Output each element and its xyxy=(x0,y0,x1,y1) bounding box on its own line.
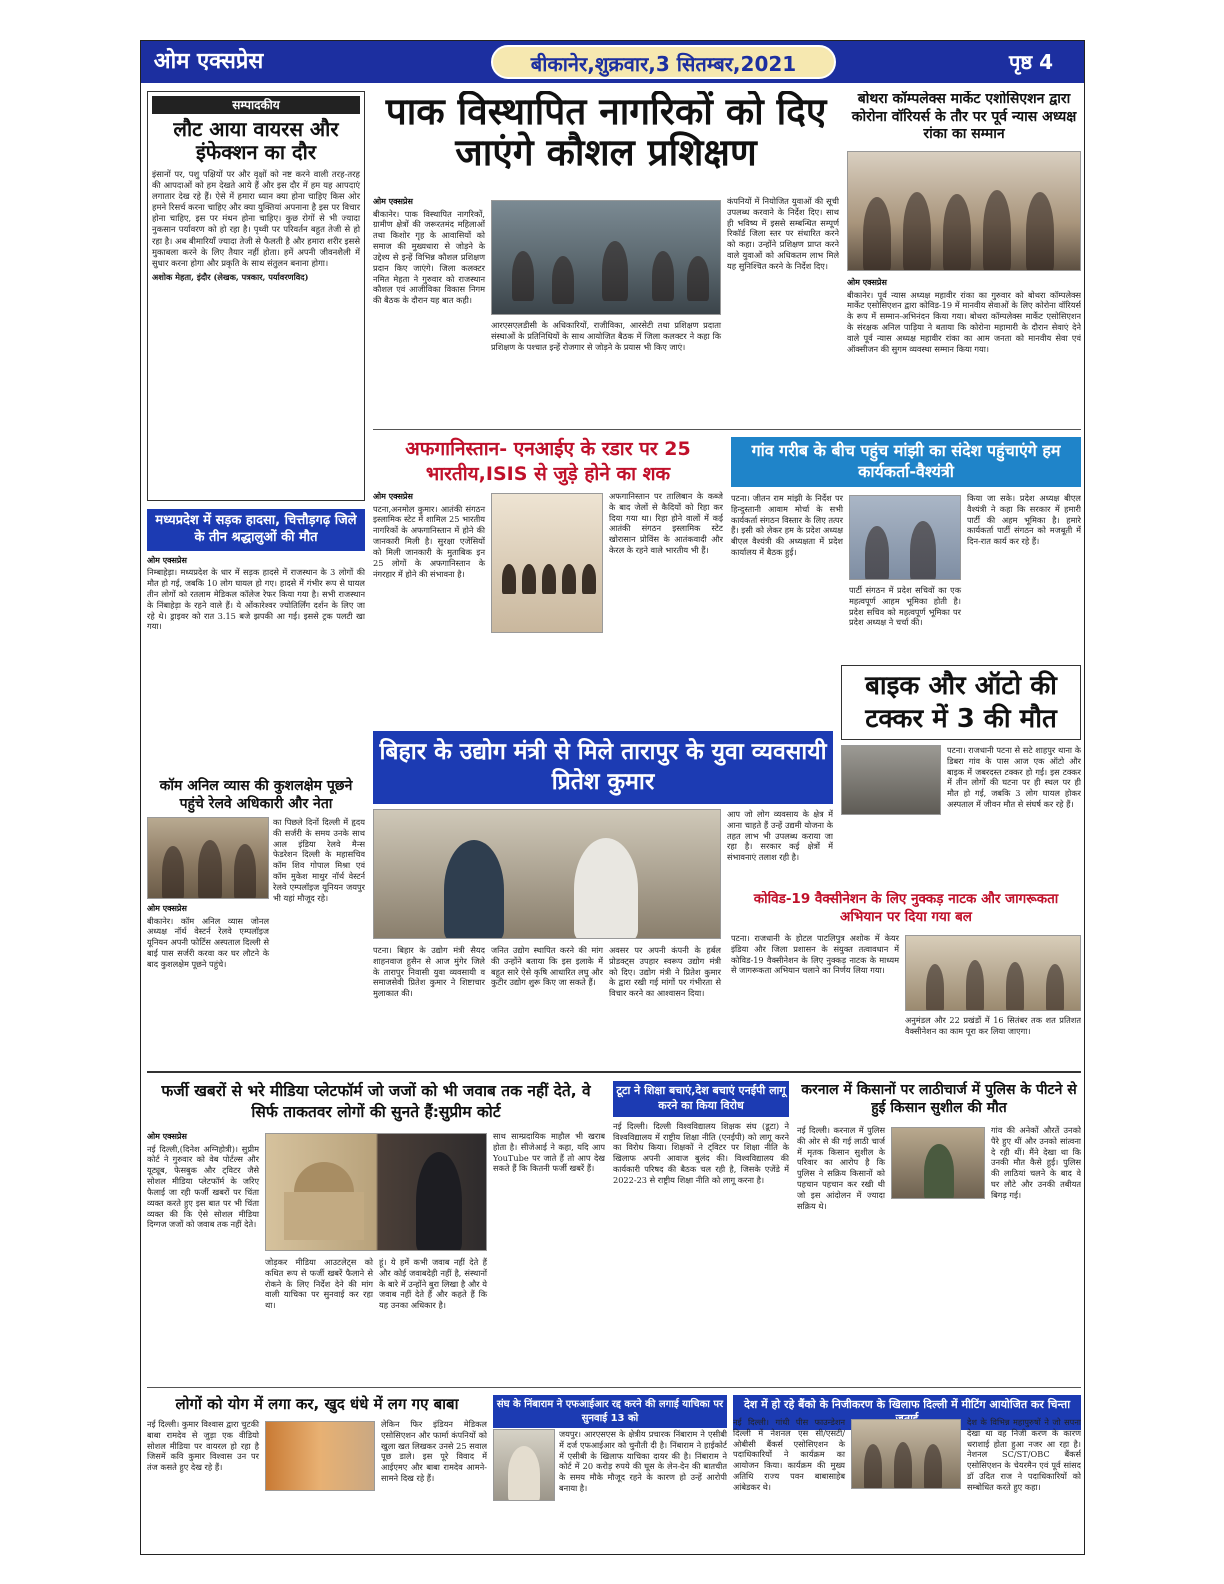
lead-byline: ओम एक्सप्रेस xyxy=(373,196,413,206)
minister-photo xyxy=(373,809,721,939)
baba-photo xyxy=(265,1421,375,1491)
play-photo xyxy=(905,935,1081,1011)
sangh-story xyxy=(493,1395,727,1551)
manjhi-body-1: पटना। जीतन राम मांझी के निर्देश पर हिन्दुस्तानी आवाम मोर्चा के सभी कार्यकर्ता संगठन विस्तार के लिए तत्पर हैं। इसी को लेकर हम के प्रदेश अध्यक्ष बीएल वैश्यंत्री की अध्यक्षता में प्रदेश कार्यालय में बैठक हुई। xyxy=(731,493,843,558)
mp-accident-story xyxy=(147,509,365,769)
nep-story xyxy=(613,1081,789,1381)
banks-body-1: नई दिल्ली। गांधी पीस फाउन्डेशन दिल्ली में नेशनल एस सी/एसटी/ओबीसी बैंकर्स एसोसिएशन के पदाधिकारियों ने कार्यक्रम का आयोजन किया। कार्यक्रम की मुख्य अतिथि राज्य पवन बाबासाहेब आंबेडकर थे। xyxy=(733,1417,845,1492)
bihar-body-2: जनित उद्योग स्थापित करने की मांग की उन्होंने बताया कि इस इलाके में बहुत सारे ऐसे कृषि आधारित लघु और कुटीर उद्योग शुरू किए जा सकते हैं। xyxy=(491,945,603,988)
nimbaram-photo xyxy=(493,1429,555,1501)
manjhi-body-3: किया जा सके। प्रदेश अध्यक्ष बीएल वैश्यंत्री ने कहा कि सरकार में हमारी पार्टी की अहम भूमिका है। हमारे कार्यकर्ता पार्टी संगठन को मजबूती में दिन-रात कार्य कर रहे हैं। xyxy=(967,493,1081,547)
anil-byline: ओम एक्सप्रेस xyxy=(147,903,187,913)
yoga-body-2: लेकिन फिर इंडियन मेडिकल एसोसिएशन और फार्मा कंपनियों को खुला खत लिखकर उनसे 25 सवाल पूछ डाले। इस पूरे विवाद में आईएमए और बाबा रामदेव आमने-सामने दिख रहे हैं। xyxy=(381,1419,487,1484)
meeting-photo xyxy=(491,200,721,315)
covid-play-story xyxy=(731,891,1081,1061)
bothra-story xyxy=(847,91,1081,421)
anil-title: कॉम अनिल व्यास की कुशलक्षेम पूछने पहुंचे रेलवे अधिकारी और नेता xyxy=(159,778,353,813)
newspaper-page xyxy=(140,40,1085,1555)
sc-story xyxy=(147,1081,605,1381)
sangh-title: संघ के निंबाराम ने एफआईआर रद्द करने की लगाई याचिका पर सुनवाई 13 को xyxy=(493,1395,727,1428)
sc-body-1: नई दिल्ली,(दिनेश अग्निहोत्री)। सुप्रीम कोर्ट ने गुरुवार को वेब पोर्टल्स और यूट्यूब, फेसबुक और ट्विटर जैसे सोशल मीडिया प्लेटफॉर्म के जरिए फैलाई जा रही फर्जी खबरों पर चिंता व्यक्त करते हुए इस बात पर भी चिंता व्यक्त की कि ऐसे सोशल मीडिया दिग्गज जजों को जवाब तक नहीं देते। xyxy=(147,1143,259,1230)
editorial-tag: सम्पादकीय xyxy=(152,96,360,114)
karnal-title: करनाल में किसानों पर लाठीचार्ज में पुलिस के पीटने से हुई किसान सुशील की मौत xyxy=(801,1082,1077,1117)
sc-title: फर्जी खबरों से भरे मीडिया प्लेटफॉर्म जो जजों को भी जवाब तक नहीं देते, वे सिर्फ ताकतवर लोगों की सुनते हैं:सुप्रीम कोर्ट xyxy=(161,1082,591,1121)
isis-photo xyxy=(491,493,603,633)
banks-body-2: देश के विभिन्न महापुरुषों ने जो सपना देखा था वह निजी करण के कारण धराशाई होता हुआ नजर आ रहा है। नेशनल SC/ST/OBC बैंकर्स एसोसिएशन के चेयरमैन एवं पूर्व सांसद डॉ उदित राज ने पदाधिकारियों को सम्बोधित करते हुए कहा। xyxy=(967,1417,1081,1492)
bothra-byline: ओम एक्सप्रेस xyxy=(847,277,887,287)
lead-body-3: कंपनियों में नियोजित युवाओं की सूची उपलब्ध करवाने के निर्देश दिए। साथ ही भविष्य में इससे सम्बन्धित सम्पूर्ण रिकॉर्ड जिला स्तर पर संधारित करने को कहा। उन्होंने प्रशिक्षण प्राप्त करने वाले युवाओं को अधिकतम लाभ मिले यह सुनिश्चित करने के निर्देश दिए। xyxy=(727,196,839,271)
anil-photo xyxy=(147,817,269,899)
yoga-body-1: नई दिल्ली। कुमार विश्वास द्वारा चुटकी बाबा रामदेव से जुड़ा एक वीडियो सोशल मीडिया पर वायरल हो रहा है जिसमें कवि कुमार विश्वास उन पर तंज कसते हुए देख रहे हैं। xyxy=(147,1419,259,1473)
nep-body: नई दिल्ली। दिल्ली विश्वविद्यालय शिक्षक संघ (डूटा) ने विश्वविद्यालय में राष्ट्रीय शिक्षा नीति (एनईपी) को लागू करने का विरोध किया। शिक्षकों ने ट्विटर पर शिक्षा नीति के खिलाफ अपनी आवाज बुलंद की। विश्वविद्यालय की कार्यकारी परिषद की बैठक चल रही है, जिसके एजेंडे में 2022-23 से राष्ट्रीय शिक्षा नीति को लागू करना है। xyxy=(613,1120,789,1185)
karnal-body-1: नई दिल्ली। करनाल में पुलिस की ओर से की गई लाठी चार्ज में मृतक किसान सुशील के परिवार का आरोप है कि पुलिस ने सक्रिय किसानों को पहचान पहचान कर रखी थी जो इस आंदोलन में ज्यादा सक्रिय थे। xyxy=(797,1125,885,1211)
bihar-body-4: आप जो लोग व्यवसाय के क्षेत्र में आना चाहते हैं उन्हें उद्यमी योजना के तहत लाभ भी उपलब्ध कराया जा रहा है। सरकार कई क्षेत्रों में संभावनाएं तलाश रही है। xyxy=(727,809,833,863)
bank-meeting-photo xyxy=(851,1419,961,1489)
bihar-title: बिहार के उद्योग मंत्री से मिले तारापुर के युवा व्यवसायी प्रितेश कुमार xyxy=(373,731,833,804)
editorial-title: लौट आया वायरस और इंफेक्शन का दौर xyxy=(173,117,339,164)
afghan-body-2: अफगानिस्तान पर तालिबान के कब्जे के बाद जेलों से कैदियों को रिहा कर दिया गया था। रिहा होने वालों में कई आतंकी संगठन इस्लामिक स्टेट खोरासान प्रोविंस के आतंकवादी और केरल के रहने वाले भारतीय भी हैं। xyxy=(609,491,723,556)
bike-body: पटना। राजधानी पटना से सटे शाहपुर थाना के डिबरा गांव के पास आज एक ऑटो और बाइक में जबरदस्त टक्कर हो गई। इस टक्कर में तीन लोगों की घटना पर ही स्थल पर ही मौत हो गई, जबकि 3 लोग घायल होकर अस्पताल में जीवन मौत से संघर्ष कर रहे हैं। xyxy=(947,745,1081,810)
afghan-byline: ओम एक्सप्रेस xyxy=(373,491,413,501)
issue-date: बीकानेर,शुक्रवार,3 सितम्बर,2021 xyxy=(491,45,836,79)
banks-story xyxy=(733,1395,1081,1551)
sc-byline: ओम एक्सप्रेस xyxy=(147,1131,187,1141)
mp-byline: ओम एक्सप्रेस xyxy=(147,554,187,565)
editorial-box xyxy=(147,91,365,501)
manjhi-title: गांव गरीब के बीच पहुंच मांझी का संदेश पहुंचाएंगे हम कार्यकर्ता-वैश्यंत्री xyxy=(731,437,1081,487)
afghan-title: अफगानिस्तान- एनआईए के रडार पर 25 भारतीय,ISIS से जुड़े होने का शक xyxy=(405,438,691,485)
afghan-story xyxy=(373,437,723,727)
sc-body-2: जोड़कर मीडिया आउटलेट्स को कथित रूप से फर्जी खबरें फैलाने से रोकने के लिए निर्देश देने की मांग वाली याचिका पर सुनवाई कर रहा था। xyxy=(265,1257,373,1311)
manjhi-body-2: पार्टी संगठन में प्रदेश सचिवों का एक महत्वपूर्ण आहम भूमिका होती है। प्रदेश सचिव को महत्वपूर्ण भूमिका पर प्रदेश अध्यक्ष ने चर्चा की। xyxy=(849,585,961,628)
court-photo xyxy=(265,1133,487,1251)
anil-vyas-story xyxy=(147,777,365,1097)
lead-body-1: बीकानेर। पाक विस्थापित नागरिकों, ग्रामीण क्षेत्रों की जरूरतमंद महिलाओं तथा किशोर गृह के आवासियों को समाज की मुख्यधारा से जोड़ने के उद्देश्य से इन्हें विभिन्न कौशल प्रशिक्षण प्रदान किए जाएंगे। जिला कलक्टर नमित मेहता ने गुरुवार को राजस्थान कौशल एवं आजीविका विकास निगम की बैठक के दौरान यह बात कही। xyxy=(373,208,485,306)
sangh-body: जयपुर। आरएसएस के क्षेत्रीय प्रचारक निंबाराम ने एसीबी में दर्ज एफआईआर को चुनौती दी है। निंबाराम ने हाईकोर्ट में एसीबी के खिलाफ याचिका दायर की है। निंबाराम ने कोर्ट में 20 करोड़ रुपये की घूस के लेन-देन की बातचीत के समय मौके मौजूद रहने के कारण हो उन्हें आरोपी बनाया है। xyxy=(559,1429,727,1494)
editorial-author: अशोक मेहता, इंदौर (लेखक, पत्रकार, पर्यावरणविद) xyxy=(152,271,309,282)
lead-title: पाक विस्थापित नागरिकों को दिए जाएंगे कौशल प्रशिक्षण xyxy=(385,91,827,175)
banks-title: देश में हो रहे बैंको के निजीकरण के खिलाफ दिल्ली में मीटिंग आयोजित कर चिन्ता xyxy=(733,1395,1081,1430)
lead-story xyxy=(373,91,839,421)
covid-body-2: अनुमंडल और 22 प्रखंडों में 16 सितंबर तक शत प्रतिशत वैक्सीनेशन का काम पूरा कर लिया जाएगा। xyxy=(905,1015,1081,1036)
party-meeting-photo xyxy=(849,495,961,580)
sc-body-4: साथ साम्प्रदायिक माहौल भी खराब होता है। सीजेआई ने कहा, यदि आप YouTube पर जाते हैं तो आप देख सकते हैं कि कितनी फर्जी खबरें हैं। xyxy=(493,1131,605,1174)
bothra-title: बोथरा कॉम्पलेक्स मार्केट एशोसिएशन द्वारा कोरोना वॉरियर्स के तौर पर पूर्व न्यास अध्यक्ष रांका का सम्मान xyxy=(851,91,1077,142)
bihar-body-3: अवसर पर अपनी कंपनी के हर्बल प्रोडक्ट्स उपहार स्वरूप उद्योग मंत्री को दिए। उद्योग मंत्री ने प्रितेश कुमार के द्वारा रखी गई मांगों पर गंभीरता से विचार करने का आश्वासन दिया। xyxy=(609,945,721,999)
nep-title: टूटा ने शिक्षा बचाएं,देश बचाएं एनईपी लागू करने का किया विरोध xyxy=(613,1081,789,1117)
mp-title: मध्यप्रदेश में सड़क हादसा, चित्तौड़गढ़ जिले के तीन श्रद्धालुओं की मौत xyxy=(147,509,365,551)
anil-body-1: बीकानेर। कॉम अनिल व्यास जोनल अध्यक्ष नॉर्थ वेस्टर्न रेलवे एम्पलॉइज यूनियन अपनी फोर्टिस अस्पताल दिल्ली से बाई पास सर्जरी करवा कर घर लौटने के बाद कुशलक्षेम पूछने पहुंचे। xyxy=(147,915,269,969)
mp-body: निम्बाहेड़ा। मध्यप्रदेश के धार में सड़क हादसे में राजस्थान के 3 लोगों की मौत हो गई, जबकि 10 लोग घायल हो गए। हादसे में गंभीर रूप से घायल तीन लोगों को रतलाम मेडिकल कॉलेज रेफर किया गया है। सभी राजस्थान के निंबाहेड़ा के रहने वाले हैं। ये ओंकारेश्वर ज्योतिर्लिंग दर्शन के लिए जा रहे थे। ड्राइवर को रात 3.15 बजे झपकी आ गई। इससे ट्रक पलटी खा गया। xyxy=(147,567,365,632)
page-number: पृष्ठ 4 xyxy=(1008,50,1054,74)
afghan-body-1: पटना,अनमोल कुमार। आतंकी संगठन इस्लामिक स्टेट में शामिल 25 भारतीय नागरिकों के अफगानिस्तान में होने की जानकारी मिली है। सुरक्षा एजेंसियों को मिली जानकारी के मुताबिक इन 25 लोगों के अफगानिस्तान के नंगरहार में होने की संभावना है। xyxy=(373,503,485,579)
covid-title: कोविड-19 वैक्सीनेशन के लिए नुक्कड़ नाटक और जागरूकता अभियान पर दिया गया बल xyxy=(753,891,1059,925)
masthead xyxy=(141,41,1085,83)
anil-body-2: का पिछले दिनों दिल्ली में हृदय की सर्जरी के समय उनके साथ आल इंडिया रेलवे मैन्स फेडरेशन दिल्ली के महासचिव कॉम शिव गोपाल मिश्रा एवं कॉम मुकेश माथुर नॉर्थ वेस्टर्न रेलवे एम्पलॉइज यूनियन जयपुर भी यहां मौजूद रहे। xyxy=(273,817,365,903)
sc-body-3: हूं। ये हमें कभी जवाब नहीं देते हैं और कोई जवाबदेही नहीं है, संस्थानों के बारे में उन्होंने बुरा लिखा है और ये जवाब नहीं देते हैं और कहते हैं कि यह उनका अधिकार है। xyxy=(379,1257,487,1311)
bothra-body: बीकानेर। पूर्व न्यास अध्यक्ष महावीर रांका का गुरुवार को बोथरा कॉम्पलेक्स मार्केट एसोसिएशन द्वारा कोविड-19 में मानवीय सेवाओं के लिए कोरोना वॉरियर्स के रूप में सम्मान-अभिनंदन किया गया। बोथरा कॉम्पलेक्स मार्केट एसोसिएशन के संरक्षक अनिल पाड़िया ने बताया कि कोरोना महामारी के दौरान सेवाएं देने वाले पूर्व न्यास अध्यक्ष महावीर रांका का आम जनता को मानवीय सेवा एवं ऑक्सीजन की सुगम व्यवस्था सम्मान किया गया। xyxy=(847,289,1081,354)
accident-photo xyxy=(841,745,941,815)
honour-photo xyxy=(847,151,1081,271)
karnal-story xyxy=(797,1081,1081,1381)
bihar-body-1: पटना। बिहार के उद्योग मंत्री सैयद शाहनवाज हुसैन से आज मुंगेर जिले के तारापुर निवासी युवा व्यवसायी व समाजसेवी प्रितेश कुमार ने शिष्टाचार मुलाकात की। xyxy=(373,945,485,999)
bike-accident-story xyxy=(841,665,1081,885)
karnal-body-2: गांव की अनेकों औरतें उनको पैरे हुए थीं और उनको सांत्वना दे रही थीं। मैंने देखा था कि उनकी मौत कैसे हुई। पुलिस की लाठियां चलने के बाद वे घर लौटे और उनकी तबीयत बिगड़ गई। xyxy=(991,1125,1081,1200)
covid-body: पटना। राजधानी के होटल पाटलिपुत्र अशोक में केयर इंडिया और जिला प्रशासन के संयुक्त तत्वावधान में कोविड-19 वैक्सीनेशन के लिए नुक्कड़ नाटक के माध्यम से जागरूकता अभियान चलाने का निर्णय लिया गया। xyxy=(731,933,899,976)
widow-photo xyxy=(891,1127,985,1199)
yoga-story xyxy=(147,1395,487,1551)
lead-body-2: आरएसएलडीसी के अधिकारियों, राजीविका, आरसेटी तथा प्रशिक्षण प्रदाता संस्थाओं के प्रतिनिधियों के साथ आयोजित बैठक में जिला कलक्टर ने कहा कि प्रशिक्षण के पश्चात इन्हें रोजगार से जोड़ने के प्रयास भी किए जाएं। xyxy=(491,320,721,352)
yoga-title: लोगों को योग में लगा कर, खुद धंधे में लग गए बाबा xyxy=(175,1395,459,1413)
bike-title: बाइक और ऑटो की टक्कर में 3 की मौत xyxy=(841,665,1081,740)
editorial-body: इंसानों पर, पशु पक्षियों पर और वृक्षों को नष्ट करने वाली तरह-तरह की आपदाओं को हम देखते आये हैं और इस दौर में हम यह आपदाएं लगातार देख रहे हैं। ऐसे में हमारा ध्यान क्या होना चाहिए किस ओर हमने रिसर्च करना चाहिए और क्या युक्तियां अपनाना है इस पर विचार होना चाहिए, इस पर मंथन होना चाहिए। कुछ रोगों से भी ज्यादा नुकसान पर्यावरण को हो रहा है। पृथ्वी पर परिवर्तन बहुत तेजी से हो रहा है। अब बीमारियाँ ज्यादा तेजी से फैलती है और हमारा शरीर इससे मुकाबला करने के लिए तैयार नहीं होता। हमें अपनी जीवनशैली में सुधार करना होगा और प्रकृति के साथ संतुलन बनाना होगा। xyxy=(152,169,360,268)
paper-name: ओम एक्सप्रेस xyxy=(153,49,264,74)
